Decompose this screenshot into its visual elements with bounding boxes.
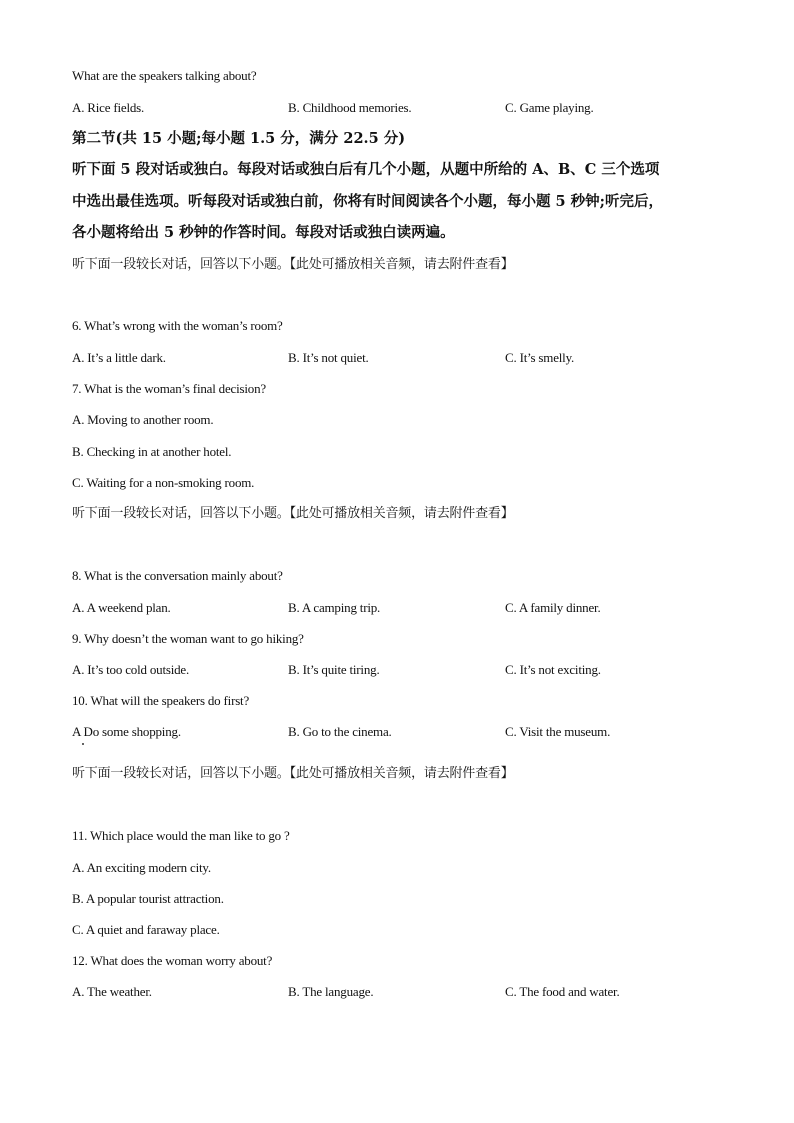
q12-option-b: B. The language.	[288, 984, 374, 999]
section-2-instructions-line-3: 各小题将给出 5 秒钟的作答时间。每段对话或独白读两遍。	[72, 224, 455, 241]
q10-option-c: C. Visit the museum.	[505, 724, 611, 739]
q7-option-c: C. Waiting for a non-smoking room.	[72, 475, 255, 490]
listen-note-3: 听下面一段较长对话，回答以下小题。【此处可播放相关音频，请去附件查看】	[72, 766, 514, 781]
section-2-instructions-line-1: 听下面 5 段对话或独白。每段对话或独白后有几个小题，从题中所给的 A、B、C 三个选项	[72, 161, 660, 178]
q11-option-c: C. A quiet and faraway place.	[72, 922, 220, 937]
q5-option-a: A. Rice fields.	[72, 100, 145, 115]
section-2-heading: 第二节(共 15 小题;每小题 1.5 分，满分 22.5 分)	[72, 130, 406, 147]
q9-option-a: A. It’s too cold outside.	[72, 662, 190, 677]
question-5-text: What are the speakers talking about?	[72, 68, 257, 83]
stray-mark	[82, 743, 84, 745]
q11-option-a: A. An exciting modern city.	[72, 860, 211, 875]
q7-option-a: A. Moving to another room.	[72, 412, 214, 427]
question-7-text: 7. What is the woman’s final decision?	[72, 381, 266, 396]
q6-option-b: B. It’s not quiet.	[288, 350, 369, 365]
q12-option-c: C. The food and water.	[505, 984, 620, 999]
q6-option-a: A. It’s a little dark.	[72, 350, 166, 365]
q11-option-b: B. A popular tourist attraction.	[72, 891, 224, 906]
q12-option-a: A. The weather.	[72, 984, 152, 999]
q10-option-b: B. Go to the cinema.	[288, 724, 392, 739]
listen-note-1: 听下面一段较长对话，回答以下小题。【此处可播放相关音频，请去附件查看】	[72, 257, 514, 272]
q5-option-b: B. Childhood memories.	[288, 100, 412, 115]
question-9-text: 9. Why doesn’t the woman want to go hiking?	[72, 631, 304, 646]
q8-option-c: C. A family dinner.	[505, 600, 601, 615]
section-2-instructions-line-2: 中选出最佳选项。听每段对话或独白前，你将有时间阅读各个小题，每小题 5 秒钟;听完后，	[72, 193, 664, 210]
q8-option-a: A. A weekend plan.	[72, 600, 171, 615]
question-10-text: 10. What will the speakers do first?	[72, 693, 250, 708]
question-8-text: 8. What is the conversation mainly about?	[72, 568, 283, 583]
q7-option-b: B. Checking in at another hotel.	[72, 444, 232, 459]
q8-option-b: B. A camping trip.	[288, 600, 381, 615]
q9-option-b: B. It’s quite tiring.	[288, 662, 380, 677]
q6-option-c: C. It’s smelly.	[505, 350, 575, 365]
question-6-text: 6. What’s wrong with the woman’s room?	[72, 318, 283, 333]
question-11-text: 11. Which place would the man like to go ?	[72, 828, 290, 843]
listen-note-2: 听下面一段较长对话，回答以下小题。【此处可播放相关音频，请去附件查看】	[72, 506, 514, 521]
question-12-text: 12. What does the woman worry about?	[72, 953, 273, 968]
q9-option-c: C. It’s not exciting.	[505, 662, 601, 677]
q10-option-a: A Do some shopping.	[72, 724, 181, 739]
q5-option-c: C. Game playing.	[505, 100, 594, 115]
